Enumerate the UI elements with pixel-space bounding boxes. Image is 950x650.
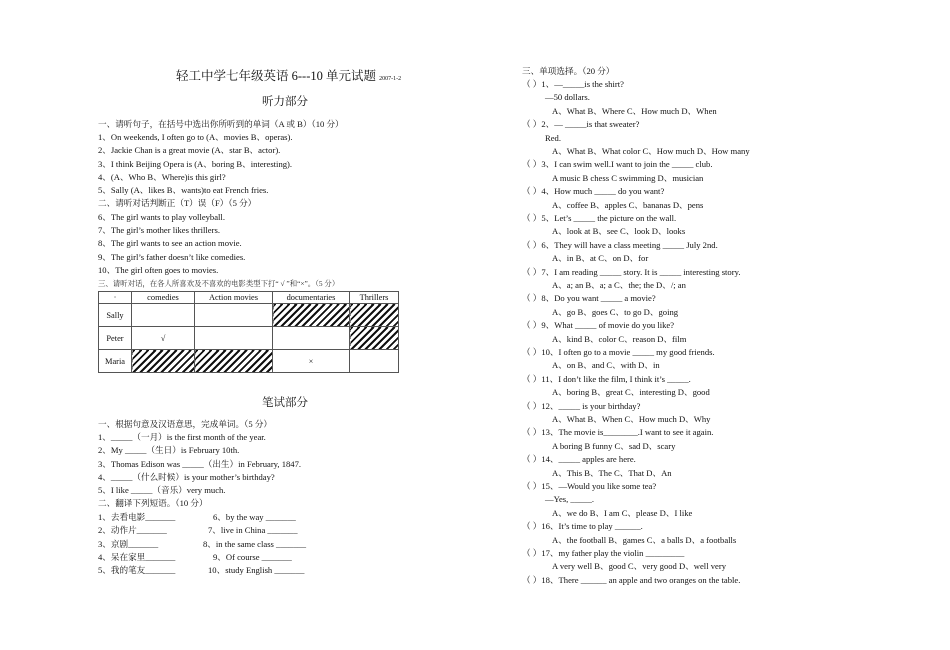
listening-q2: 2、Jackie Chan is a great movie (A、star B、actor).: [98, 145, 281, 155]
choice-title: 三、单项选择。（20 分）: [522, 66, 615, 76]
choice-question: （ ）11、I don’t like the film, I think it’s _____.: [522, 373, 691, 384]
choice-question: （ ）14、_____ apples are here.: [522, 454, 636, 465]
translate-item: 2、动作片_______: [98, 525, 167, 535]
table-header-thrillers: Thrillers: [350, 292, 399, 304]
choice-question: （ ）17、my father play the violin _________: [522, 548, 685, 558]
answer-cell-shaded: [350, 304, 399, 327]
translate-item: 3、京剧_______: [98, 539, 159, 549]
answer-cell[interactable]: [195, 327, 273, 350]
writing-q4: 4、_____（什么时候）is your mother’s birthday?: [98, 472, 275, 482]
choice-options: A boring B funny C、sad D、scary: [552, 440, 676, 451]
listening-q10: 10、The girl often goes to movies.: [98, 265, 219, 275]
listening-q7: 7、The girl’s mother likes thrillers.: [98, 225, 220, 235]
writing-q5: 5、I like _____（音乐）very much.: [98, 485, 226, 495]
listening-q4: 4、(A、Who B、Where)is this girl?: [98, 172, 226, 182]
answer-cell[interactable]: ×: [273, 350, 350, 373]
table-row: [99, 304, 399, 327]
listening-part1-title: 一、请听句子，在括号中选出你所听到的单词（A 或 B）（10 分）: [98, 119, 344, 129]
row-name: Peter: [99, 327, 132, 350]
choice-options: A music B chess C swimming D、musician: [552, 172, 704, 183]
choice-question: （ ）18、There ______ an apple and two oranges on the table.: [522, 574, 741, 585]
choice-options: A、the football B、games C、a balls D、a footballs: [552, 534, 737, 545]
choice-question: （ ）2、— _____is that sweater?: [522, 119, 640, 130]
answer-cell-shaded: [350, 327, 399, 350]
choice-options: A、What B、When C、How much D、Why: [552, 414, 711, 424]
choice-options: A、look at B、see C、look D、looks: [552, 226, 686, 237]
answer-cell[interactable]: [132, 304, 195, 327]
choice-question: （ ）4、How much _____ do you want?: [522, 186, 665, 197]
choice-options: A、coffee B、apples C、bananas D、pens: [552, 199, 704, 210]
choice-options: A very well B、good C、very good D、well very: [552, 561, 726, 572]
table-header-comedies: comedies: [132, 292, 195, 304]
choice-question: （ ）3、I can swim well.I want to join the _____ club.: [522, 159, 713, 170]
choice-options: A、kind B、color C、reason D、film: [552, 333, 687, 344]
choice-options: A、a; an B、a; a C、the; the D、/; an: [552, 280, 686, 290]
answer-cell[interactable]: [350, 350, 399, 373]
translate-item: 6、by the way _______: [213, 512, 296, 522]
listening-q3: 3、I think Beijing Opera is (A、boring B、interesting).: [98, 159, 293, 169]
choice-subline: —Yes, _____.: [545, 494, 595, 505]
choice-question: （ ）8、Do you want _____ a movie?: [522, 293, 656, 304]
choice-options: A、What B、Where C、How much D、When: [552, 105, 717, 116]
choice-options: A、boring B、great C、interesting D、good: [552, 387, 710, 398]
choice-question: （ ）13、The movie is________.I want to see it again.: [522, 427, 714, 438]
table-header-corner: ·: [99, 292, 132, 304]
listening-q5: 5、Sally (A、likes B、wants)to eat French fries.: [98, 185, 269, 195]
answer-cell-shaded: [132, 350, 195, 373]
choice-question: （ ）9、What _____ of movie do you like?: [522, 320, 675, 331]
translate-item: 7、live in China _______: [208, 525, 298, 535]
choice-options: A、What B、What color C、How much D、How many: [552, 146, 750, 156]
writing-part2-title: 二、翻译下列短语。（10 分）: [98, 498, 208, 508]
choice-options: A、in B、at C、on D、for: [552, 253, 649, 264]
choice-options: A、we do B、I am C、please D、I like: [552, 507, 693, 518]
answer-cell-shaded: [195, 350, 273, 373]
choice-options: A、on B、and C、with D、in: [552, 360, 660, 371]
table-row: [99, 350, 399, 373]
choice-options: A、This B、The C、That D、An: [552, 467, 672, 478]
writing-q3: 3、Thomas Edison was _____（出生）in February, 1847.: [98, 459, 302, 469]
title-date: 2007-1-2: [379, 76, 402, 82]
table-header-row: [99, 292, 399, 304]
answer-cell[interactable]: [195, 304, 273, 327]
choice-question: （ ）1、—_____is the shirt?: [522, 79, 624, 89]
answer-cell[interactable]: [273, 327, 350, 350]
translate-item: 8、in the same class _______: [203, 539, 307, 549]
choice-question: （ ）5、Let’s _____ the picture on the wall.: [522, 213, 677, 223]
choice-options: A、go B、goes C、to go D、going: [552, 306, 679, 317]
translate-item: 5、我的笔友_______: [98, 565, 176, 575]
row-name: Maria: [99, 350, 132, 373]
choice-subline: Red.: [545, 132, 561, 143]
listening-heading: 听力部分: [262, 96, 308, 108]
answer-cell[interactable]: √: [132, 327, 195, 350]
answer-cell-shaded: [273, 304, 350, 327]
table-header-documentaries: documentaries: [273, 292, 350, 304]
writing-q2: 2、My _____（生日）is February 10th.: [98, 445, 240, 455]
listening-q8: 8、The girl wants to see an action movie.: [98, 238, 242, 248]
writing-q1: 1、_____（一月）is the first month of the year.: [98, 432, 266, 442]
listening-part3-title: 三、请听对话，在各人所喜欢及不喜欢的电影类型下打“ √ ”和“×”。（5 分）: [98, 279, 340, 288]
writing-part1-title: 一、根据句意及汉语意思，完成单词。（5 分）: [98, 419, 273, 429]
choice-question: （ ）16、It’s time to play ______.: [522, 521, 643, 532]
title-text: 轻工中学七年级英语 6---10 单元试题: [176, 69, 376, 83]
choice-question: （ ）12、_____ is your birthday?: [522, 400, 641, 411]
choice-question: （ ）10、I often go to a movie _____ my good friends.: [522, 347, 715, 357]
listening-q6: 6、The girl wants to play volleyball.: [98, 212, 225, 222]
listening-q1: 1、On weekends, I often go to (A、movies B、operas).: [98, 132, 293, 142]
translate-item: 1、去看电影_______: [98, 512, 176, 522]
choice-question: （ ）7、I am reading _____ story. It is _____ interesting story.: [522, 266, 741, 277]
translate-item: 10、study English _______: [208, 565, 305, 575]
writing-heading: 笔试部分: [262, 397, 308, 409]
row-name: Sally: [99, 304, 132, 327]
translate-item: 4、呆在家里_______: [98, 552, 176, 562]
table-row: [99, 327, 399, 350]
listening-q9: 9、The girl’s father doesn’t like comedies.: [98, 252, 246, 262]
choice-subline: —50 dollars.: [545, 92, 590, 103]
table-header-action: Action movies: [195, 292, 273, 304]
choice-question: （ ）15、—Would you like some tea?: [522, 481, 657, 491]
movie-preference-table: [98, 291, 399, 373]
choice-question: （ ）6、They will have a class meeting _____ July 2nd.: [522, 239, 718, 250]
listening-part2-title: 二、请听对话判断正（T）误（F）（5 分）: [98, 198, 257, 208]
translate-item: 9、Of course _______: [213, 552, 292, 562]
exam-title: [176, 71, 401, 85]
